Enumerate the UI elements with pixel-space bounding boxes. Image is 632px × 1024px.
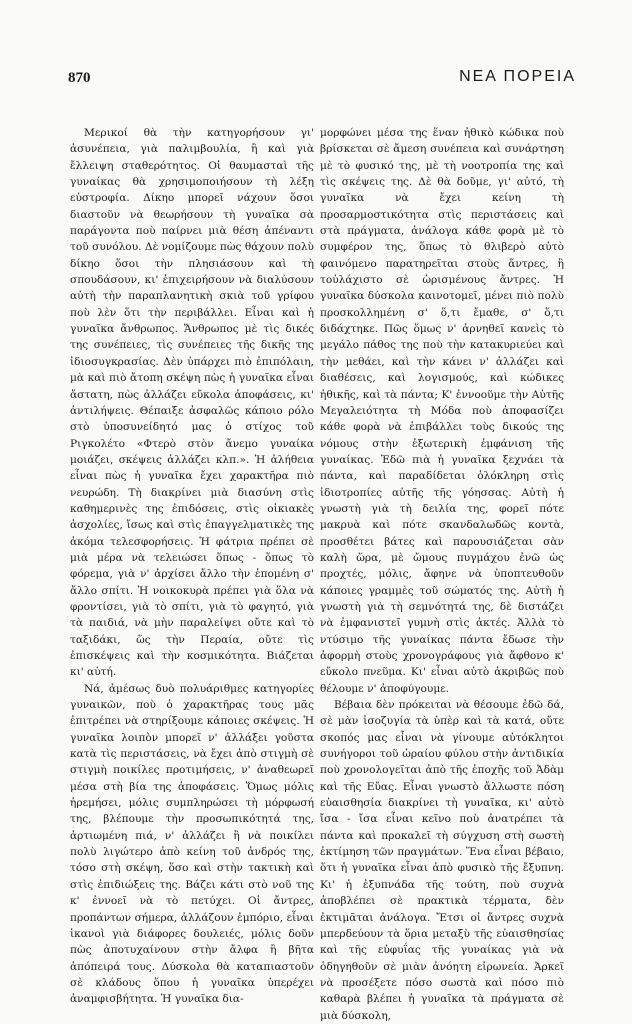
paragraph: Βέβαια δὲν πρόκειται νὰ θέσουμε ἐδῶ δά, σὲ μὰν ἰσοζυγία τὰ ὑπὲρ καὶ τὰ κατά, οὔτε σκοπός μας εἶναι νὰ γίνουμε αὐτόκλητοι συνήγοροι τοῦ ὡραίου φύλου στὴν ἀντιδικία ποὺ χρονολογεῖται ἀπὸ τῆς ἐποχῆς τοῦ Ἀδὰμ καὶ τῆς Εὔας. Εἶναι γνωστὸ ἄλλωστε πόση εὐαισθησία διακρίνει τὴ γυναῖκα, κι' αὐτὸ ἴσα - ἴσα εἶναι κεῖνο ποὺ ἀνατρέπει τὰ πάντα καὶ προκαλεῖ τὴ σύγχυση στὴ σωστὴ ἐκτίμηση τῶν πραγμάτων. Ἕνα εἶναι βέβαιο, ὅτι ἡ γυναῖκα εἶναι ἀπὸ φυσικὸ τῆς ἔξυπνη. Κι' ἡ ἐξυπνάδα τῆς τούτη, ποὺ συχνὰ ἀποβλέπει σὲ πρακτικὰ τέρματα, δὲν ἐκτιμᾶται ἀνάλογα. Ἔτσι οἱ ἄντρες συχνὰ μπερδεύουν τὰ ὅρια μεταξὺ τῆς εὐαισθησίας καὶ τῆς εὐφυΐας τῆς γυναίκας γιὰ νὰ ὁδηγηθοῦν σὲ μιὰν ἀνόητη εἰρωνεία. Ἀρκεῖ νὰ προσέξετε πόσο σωστὰ καὶ πόσο πιὸ καθαρὰ βλέπει ἡ γυναῖκα τὰ πράγματα σὲ μιὰ δύσκολη, xyxy=(320,699,564,1022)
paragraph: μορφώνει μέσα της ἕναν ἠθικὸ κώδικα ποὺ βρίσκεται σὲ ἄμεση συνέπεια καὶ συνάρτηση μὲ τὸ φυσικό της, μὲ τὴ νοοτροπία της καὶ τὶς σκέψεις της. Δὲ θὰ δοῦμε, γι' αὐτό, τὴ γυναῖκα νὰ ἔχει κείνη τὴ προσαρμοστικότητα στὶς περιστάσεις καὶ στὰ πράγματα, ἀνάλογα κάθε φορὰ μὲ τὸ συμφέρον της, ὅπως τὸ θλιβερὸ αὐτὸ φαινόμενο παρατηρεῖται στοὺς ἄντρες, ἢ τοὐλάχιστο σὲ ὡρισμένους ἄντρες. Ἡ γυναῖκα δύσκολα καινοτομεῖ, μένει πιὸ πολὺ προσκολλημένη σ' ὅ,τι ἔμαθε, σ' ὅ,τι διδάχτηκε. Πῶς ὅμως ν' ἀρνηθεῖ κανεὶς τὸ μεγάλο πάθος της ποὺ τὴν κατακυριεύει καὶ τὴν μεθάει, καὶ τὴν κάνει ν' ἀλλάζει καὶ διαθέσεις, καὶ λογισμούς, καὶ κώδικες ἠθικῆς, καὶ τὰ πάντα; Κ' ἐννοοῦμε τὴν Αὐτῆς Μεγαλειότητα τὴ Μόδα ποὺ ἀποφασίζει κάθε φορὰ νὰ ἐπιβάλλει τοὺς δικούς της νόμους στὴν ἐξωτερικὴ ἐμφάνιση τῆς γυναίκας. Ἐδῶ πιὰ ἡ γυναῖκα ξεχνάει τὰ πάντα, καὶ παραδίδεται ὁλόκληρη στὶς ἰδιοτροπίες αὐτῆς τῆς γόησσας. Αὐτὴ ἡ γνωστὴ γιὰ τὴ δειλία της, φορεῖ πότε μακρυὰ καὶ πότε σκανδαλωδῶς κοντὰ, προσθέτει βάτες καὶ παρουσιάζεται σὰν καλὴ ὥρα, μὲ ὤμους πυγμάχου ἐνῶ ὡς προχτές, μόλις, ἄφηνε νὰ ὑποπτευθοῦν κάποιες γραμμὲς τοῦ σώματός της. Αὐτὴ ἡ γνωστὴ γιὰ τὴ σεμνότητά της, δὲ διστάζει νὰ ἐμφανιστεῖ γυμνὴ στὶς ἀκτές. Ἀλλὰ τὸ ντύσιμο τῆς γυναίκας πάντα ἔδωσε τὴν ἀφορμὴ στοὺς χρονογράφους γιὰ ἄφθονο κ' εὔκολο πνεῦμα. Κι' εἶναι αὐτὸ ἀκριβῶς ποὺ θέλουμε ν' ἀποφύγουμε. xyxy=(320,127,564,695)
running-head: ΝΕΑ ΠΟΡΕΙΑ xyxy=(459,68,576,85)
left-column xyxy=(70,125,314,1008)
paragraph: Μερικοί θὰ τὴν κατηγορήσουν γι' ἀσυνέπεια, γιὰ παλιμβουλία, ἢ καὶ γιὰ ἔλλειψη σταθερότητος. Οἱ θαυμασταὶ τῆς γυναίκας θὰ χρησιμοποιήσουν τὴ λέξη εὐστροφία. Δίκηο μπορεῖ νάχουν ὅσοι διαστοῦν νὰ θεωρήσουν τὴ γυναῖκα σὰ παράγοντα ποὺ παίρνει μιὰ θέση ἀπέναντι τοῦ συνόλου. Δὲ νομίζουμε πὼς θάχουν πολὺ δίκηο ὅσοι τὴν πλησιάσουν καὶ τὴ σπουδάσουν, κι' ἐπιχειρήσουν νὰ διαλύσουν αὐτὴ τὴν παραπλανητικὴ σκιὰ τοῦ γρίφου ποὺ λὲν ὅτι τὴν περιβάλλει. Εἶναι καὶ ἡ γυναῖκα ἄνθρωπος. Ἄνθρωπος μὲ τὶς δικές της συνέπειες, τὶς συνέπειες τῆς δικῆς της ἰδιοσυγκρασίας. Δὲν ὑπάρχει πιὸ ἐπιπόλαιη, μὰ καὶ πιὸ ἄτοπη σκέψη πὼς ἡ γυναῖκα εἶναι ἄστατη, πὼς ἀλλάζει εὔκολα ἀποφάσεις, κι' ἀντιλήψεις. Θέπαιξε ἀσφαλῶς κάποιο ρόλο στὸ ὑποσυνείδητό μας ὁ στίχος τοῦ Ριγκολέτο «Φτερὸ στὸν ἄνεμο γυναίκα μοιάζει, σκέψεις ἀλλάζει κλπ.». Ἡ ἀλήθεια εἶναι πὼς ἡ γυναῖκα ἔχει χαρακτῆρα πιὸ νευρώδη. Τὴ διακρίνει μιὰ διασύνη στὶς καθημερινὲς της ἐπιδόσεις, στὶς οἰκιακὲς ἀσχολίες, ἴσως καὶ στὶς ἐπαγγελματικὲς της ἀκόμα τελεσφορήσεις. Ἡ φάτρια πρέπει σὲ μιὰ μέρα νὰ τελειώσει ὅπως - ὅπως τὸ φόρεμα, γιὰ ν' ἀρχίσει ἄλλο τὴν ἑπομένη σ' ἄλλο σπίτι. Ἡ νοικοκυρὰ πρέπει γιὰ ὅλα νὰ φροντίσει, γιὰ τὸ σπίτι, γιὰ τὸ φαγητό, γιὰ τὰ παιδιά, νὰ μὴν παραλείψει οὔτε καὶ τὸ ταξιδάκι, ὥς τὴν Περαία, οὔτε τὶς ἐπισκέψεις καὶ τὴν κοσμικότητα. Βιάζεται κι' αὐτή. xyxy=(70,127,314,679)
right-column xyxy=(320,125,564,1024)
page-number: 870 xyxy=(68,70,91,86)
paragraph: Νά, ἀμέσως δυὸ πολυάριθμες κατηγορίες γυναικῶν, ποὺ ὁ χαρακτῆρας τους μᾶς ἐπιτρέπει νὰ στηρίξουμε κάποιες σκέψεις. Ἡ γυναῖκα λοιπὸν μπορεῖ ν' ἀλλάξει γοῦστα κατὰ τὶς περιστάσεις, νὰ ἔχει ἀπὸ στιγμὴ σὲ στιγμὴ ποικίλες προτιμήσεις, ν' ἀναθεωρεῖ μέσα στὴ βία της ἀποφάσεις. Ὅμως μόλις ἠρεμήσει, μόλις συμπληρώσει τὴ μόρφωσή της, βλέπουμε τὴν προσωπικότητά της, ἀρτιωμένη πιά, ν' ἀλλάζει ἢ νὰ ποικίλει πολὺ λιγώτερο ἀπὸ κείνη τοῦ ἀνδρός της, τόσο στὴ σκέψη, ὅσο καὶ στὴν τακτικὴ καὶ στὶς ἐπιδιώξεις της. Βάζει κάτι στὸ νοῦ της κ' ἐννοεῖ νὰ τὸ πετύχει. Οἱ ἄντρες, προπάντων σήμερα, ἀλλάζουν ἐμπόριο, εἶναι ἱκανοὶ γιὰ διάφορες δουλειές, μόλις δοῦν πὼς ἀποτυχαίνουν στὴν ἄλφα ἢ βῆτα ἀπόπειρά τους. Δύσκολα θὰ καταπιαστοῦν σὲ κλάδους ὅπου ἡ γυναῖκα ὑπερέχει ἀναμφισβήτητα. Ἡ γυναῖκα δια- xyxy=(70,682,314,1006)
